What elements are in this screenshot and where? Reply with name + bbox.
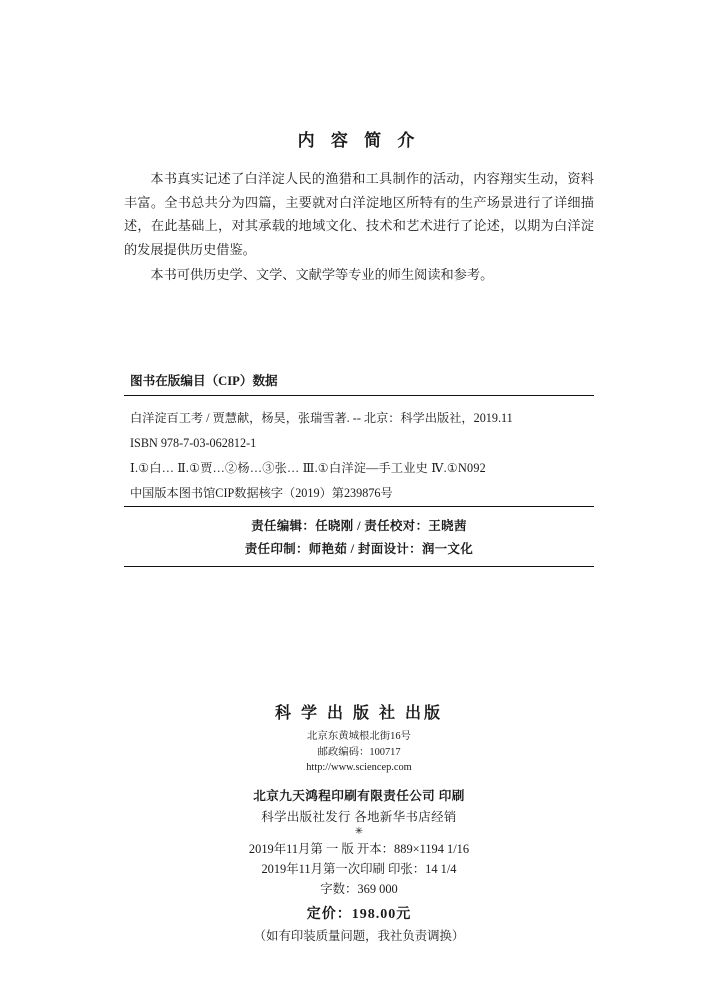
cip-heading: 图书在版编目（CIP）数据 — [130, 374, 278, 388]
publisher-name: 科 学 出 版 社 出版 — [274, 705, 443, 722]
edition-line: 2019年11月第 一 版 开本：889×1194 1/16 — [248, 841, 470, 856]
credits-production-line: 责任印制：师艳茹 / 封面设计：润一文化 — [244, 541, 474, 556]
abstract-paragraph-2: 本书可供历史学、文学、文献学等专业的师生阅读和参考。 — [150, 267, 494, 282]
printer-line: 北京九天鸿程印刷有限责任公司 印刷 — [253, 788, 465, 803]
credits-section — [124, 515, 594, 561]
publisher-address: 北京东黄城根北街16号 — [307, 731, 411, 742]
price-line: 定价：198.00元 — [306, 907, 412, 923]
distribution-line: 科学出版社发行 各地新华书店经销 — [261, 809, 457, 824]
cip-rule-top — [124, 395, 594, 396]
words-line: 字数：369 000 — [320, 882, 398, 897]
abstract-paragraph-1: 本书真实记述了白洋淀人民的渔猎和工具制作的活动，内容翔实生动，资料丰富。全书总共分为四篇，主要就对白洋淀地区所特有的生产场景进行了详细描述，在此基础上，对其承载的地域文化、技术和艺术进行了论述，以期为白洋淀的发展提供历史借鉴。 — [124, 171, 594, 257]
credits-editor-line: 责任编辑：任晓刚 / 责任校对：王晓茜 — [251, 519, 467, 533]
quality-notice: （如有印装质量问题，我社负责调换） — [253, 929, 465, 944]
cip-title-line: 白洋淀百工考 / 贾慧献，杨昊，张瑞雪著. -- 北京：科学出版社，2019.11 — [130, 411, 513, 425]
print-line: 2019年11月第一次印刷 印张：14 1/4 — [261, 861, 457, 876]
colophon-section — [124, 700, 594, 944]
abstract-section — [124, 126, 594, 289]
publisher-postcode: 邮政编码：100717 — [317, 746, 401, 758]
cip-index-line: Ⅰ.①白… Ⅱ.①贾…②杨…③张… Ⅲ.①白洋淀—手工业史 Ⅳ.①N092 — [130, 461, 486, 476]
credits-rule-top — [124, 506, 594, 507]
cip-section — [124, 370, 594, 506]
credits-rule-bottom — [124, 566, 594, 567]
abstract-title: 内 容 简 介 — [297, 131, 421, 150]
star-separator-icon: ✳ — [354, 825, 364, 837]
cip-number: 中国版本图书馆CIP数据核字（2019）第239876号 — [130, 486, 393, 501]
publisher-url: http://www.sciencep.com — [306, 762, 412, 774]
cip-isbn: ISBN 978-7-03-062812-1 — [130, 436, 257, 451]
